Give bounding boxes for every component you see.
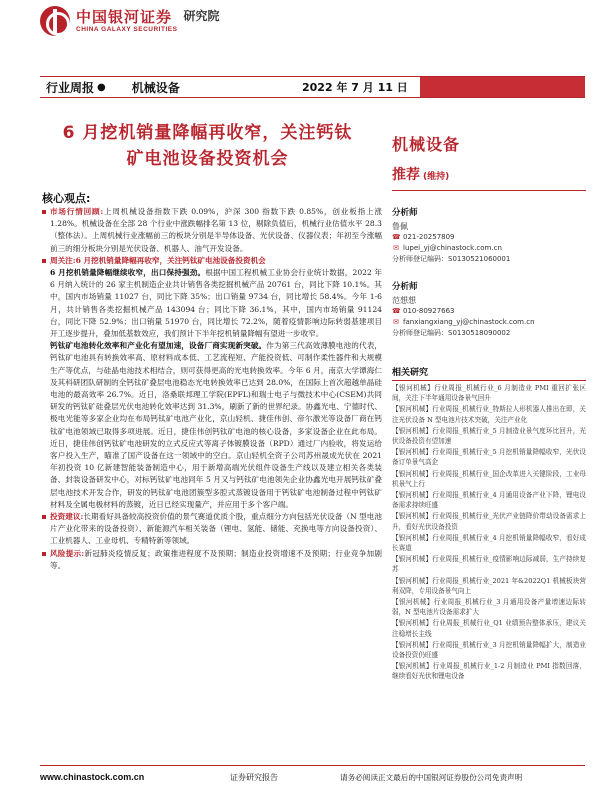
analyst-email[interactable]: fanxiangxiang_yj@chinastock.com.cn: [403, 318, 535, 326]
brand-logo: [40, 6, 219, 36]
analyst-card-2: [392, 282, 535, 339]
header-band: [40, 76, 585, 98]
related-research-item[interactable]: 【银河机械】行业周报_机械行业_5 月挖机销量降幅收窄，光伏设备订单景气高企: [392, 448, 586, 467]
paragraph-lead: 风险提示:: [50, 548, 85, 558]
paragraph-lead: 市场行情回顾:: [50, 207, 104, 216]
header-accent-bar: [420, 77, 585, 97]
related-research-item[interactable]: 【银河机械】行业周报_机械行业_Q1 业绩预告整体承压，建议关注稳增长主线: [392, 619, 586, 638]
phone-icon: ☎: [392, 233, 401, 241]
analyst-heading: 分析师: [392, 282, 418, 292]
analyst-phone-row: [392, 306, 535, 317]
related-research-item[interactable]: 【银河机械】行业周报_机械行业_3 月挖机销量降幅扩大，制造业设备投资仍旺盛: [392, 640, 586, 660]
paragraph-lead: 周关注:: [50, 255, 76, 265]
brand-name-cn: 中国银河证券: [76, 8, 173, 26]
footer-divider: [40, 765, 585, 766]
analyst-email[interactable]: lupei_yj@chinastock.com.cn: [403, 244, 502, 252]
analyst-phone: 021-20257809: [403, 233, 455, 241]
report-title: [40, 120, 375, 172]
paragraph-emphasis: 钙钛矿电池转化效率和产业化有望加速，设备厂商实现新突破。: [50, 341, 267, 351]
analyst-phone: 010-80927663: [403, 307, 455, 315]
paragraph-lead-topic: 6 月挖机销量降幅再收窄，关注钙钛矿电池设备投资机会: [75, 255, 266, 265]
related-research-item[interactable]: 【银河机械】行业周报_机械行业_1-2 月制造业 PMI 指数回落，继续看好光伏和锂电设备: [392, 662, 586, 681]
paragraph-market-review: [42, 206, 382, 255]
related-research-item[interactable]: 【银河机械】行业周报_机械行业_5 月制造业景气度环比回升，光伏设备投资有望加速: [392, 426, 586, 446]
related-research-item[interactable]: 【银河机械】行业周报_机械行业_4 月通用设备产业下降，锂电设备需求持续旺盛: [392, 491, 586, 510]
related-research-item[interactable]: 【银河机械】行业周报_机械行业_2021 年&2022Q1 机械板块营利双降，专用设备景气向上: [392, 576, 586, 595]
brand-text: [76, 9, 177, 33]
paragraph-perovskite: [42, 340, 382, 511]
paragraph-text: 根据中国工程机械工业协会行业统计数据，2022 年 6 月纳入统计的 26 家主机制造企业共计销售各类挖掘机械产品 20761 台，同比下降 10.1%。其中，国内市场销量 11027 台，同比下降 35%；出口销量 9734 台，同比增长 58.4%。今年 1-6 月，共计销售各类挖掘机械产品 143094 台；同比下降 36.1%，其中，国内市场销量 91124 台，同比下降 52.9%；出口销量 51970 台，同比增长 72.2%，随着疫情影响边际转弱基建项目开工逐步提升，叠加低基数效应，我们预计下半年挖机销量降幅有望进一步收窄。: [50, 268, 382, 339]
header-industry: 机械设备: [131, 80, 180, 95]
footer-url[interactable]: www.chinastock.com.cn: [40, 772, 145, 782]
rating-value: 推荐: [392, 167, 420, 183]
galaxy-emblem-icon: [40, 6, 70, 36]
analyst-email-row: [392, 243, 510, 254]
related-research-heading: 相关研究: [392, 365, 586, 381]
paragraph-text: 新冠肺炎疫情反复；政策推进程度不及预期；制造业投资增速不及预期；行业竞争加剧等。: [50, 548, 382, 570]
related-research-item[interactable]: 【银河机械】行业周报_机械行业_光伏产业链降价带动设备需求上升，看好光伏设备投资: [392, 512, 586, 531]
analyst-name: 鲁佩: [392, 222, 408, 231]
footer-label: 证券研究报告: [230, 773, 278, 782]
related-research-item[interactable]: 【银河机械】行业周报_机械行业_6 月制造业 PMI 重回扩张区间，关注下半年通用设备景气回升: [392, 384, 586, 403]
related-research-item[interactable]: 【银河机械】行业周报_机械行业_4 月挖机销量降幅收窄，看好成长赛道: [392, 533, 586, 553]
analyst-phone-row: [392, 232, 510, 243]
analyst-cert: 分析师登记编码：S0130521060001: [392, 255, 511, 263]
side-divider: [392, 190, 586, 191]
rating-note: (维持): [423, 172, 450, 182]
related-research-item[interactable]: 【银河机械】行业周报_机械行业_国企改革进入关键阶段，工业母机景气上行: [392, 469, 586, 488]
email-icon: ✉: [393, 244, 399, 252]
report-date: 2022 年 7 月 11 日: [302, 81, 408, 94]
brand-institute: 研究院: [183, 8, 220, 23]
paragraph-text: 作为第三代高效薄膜电池的代表，钙钛矿电池具有转换效率高、原材料成本低、工艺流程短、产能投资低、可制作柔性器件和大规模生产等优点，与硅晶电池技术相结合，则可获得更高的光电转换效率。今年 6 月，南京大学谭海仁及其科研团队研制的全钙钛矿叠层电池稳态光电转换效率已达到 28.0%，在国际上首次超越单晶硅电池的最高效率 26.7%。近日，洛桑联邦理工学院(EPFL)和瑞士电子与微技术中心(CSEM)共同研发的钙钛矿硅叠层光伏电池转化效率达到 31.3%，刷新了新的世界纪录。协鑫光电、宁德时代、极电光能等多家企业均在布局钙钛矿电池产业化，京山轻机、捷佳伟创、帝尔激光等设备厂商在钙钛矿电池领域已取得多项进展。近日，捷佳伟创钙钛矿电池的核心设备，多家设备企业在此布局。近日，捷佳伟创钙钛矿电池研发的立式反应式等离子体镀膜设备（RPD）通过厂内验收，将发运给客户投入生产，瞄准了国产设备在这一领域中的空白。京山轻机全资子公司苏州晟成光伏在 2021 年初投资 10 亿新建智能装备制造中心，用于新增高端光伏组件设备生产线以及建立相关各类装备、封装设备研发中心，对标钙钛矿电池同年 5 月又与钙钛矿电池领先企业协鑫光电开展钙钛矿叠层电池技术开发合作，研发的钙钛矿电池团簇型多腔式蒸镀设备用于钙钛矿电池制备过程中钙钛矿材料及全属电极材料的蒸镀，近日已经实现量产，并应用于多个客户端。: [50, 341, 382, 509]
phone-icon: ☎: [392, 307, 401, 315]
analyst-name: 范想想: [392, 296, 416, 305]
bullet-dot-icon: ●: [97, 81, 106, 93]
paragraph-risk-warning: [42, 548, 382, 572]
paragraph-text: 长期看好具备较高投资价值的景气赛道优质个股，重点细分方向包括光伏设备（N 型电池片产业化带来的设备投资）、新能源汽车相关装备（锂电、氢能、储能、充换电等方向设备投资）、工业机器人、工业母机、专精特新等领域。: [50, 512, 382, 546]
paragraph-investment-advice: [42, 511, 382, 548]
footer-disclaimer: 请务必阅读正文最后的中国银河证券股份公司免责声明: [340, 773, 523, 782]
analyst-cert: 分析师登记编码：S0130518090002: [392, 329, 511, 337]
key-points-heading: 核心观点:: [42, 192, 91, 205]
related-research-item[interactable]: 【银河机械】行业周报_机械行业_特斯拉人形机器人推出在即，关注光伏设备 N 型电池片技术突破，关注产业化: [392, 405, 586, 424]
related-research-list: [392, 383, 586, 753]
report-title-line-2: 矿电池设备投资机会: [126, 149, 289, 169]
related-research-item[interactable]: 【银河机械】行业周报_机械行业_疫情影响边际减弱，生产持续复苏: [392, 555, 586, 574]
analyst-heading: 分析师: [392, 208, 418, 218]
rating: [392, 164, 449, 184]
paragraph-text: 上周机械设备指数下跌 0.09%，沪深 300 指数下跌 0.85%，创业板指上涨 1.28%。机械设备在全部 28 个行业中涨跌幅排名第 13 位，剔除负值后，机械行业估值水平 28.3（整体法）。上周机械行业涨幅前三的板块分别是半导体设备、光伏设备、仪器仪表；年初至今涨幅前三的细分板块分别是光伏设备、机器人、油气开发设备。: [50, 207, 382, 253]
paragraph-weekly-focus: [42, 255, 382, 340]
paragraph-emphasis: 6 月挖机销量降幅继续收窄，出口保持强劲。: [50, 268, 206, 278]
related-research-item[interactable]: 【银河机械】行业周报_机械行业_3 月通用设备产量增速边际转弱，N 型电池片设备需求扩大: [392, 598, 586, 617]
analyst-card-1: [392, 208, 510, 265]
report-type: 行业周报: [46, 80, 95, 95]
side-industry: 机械设备: [392, 135, 461, 154]
report-title-line-1: 6 月挖机销量降幅再收窄，关注钙钛: [62, 123, 353, 143]
analyst-email-row: [392, 317, 535, 328]
email-icon: ✉: [393, 318, 399, 326]
paragraph-lead: 投资建议:: [50, 512, 84, 522]
brand-name-en: CHINA GALAXY SECURITIES: [76, 26, 178, 33]
main-body: [42, 206, 382, 756]
